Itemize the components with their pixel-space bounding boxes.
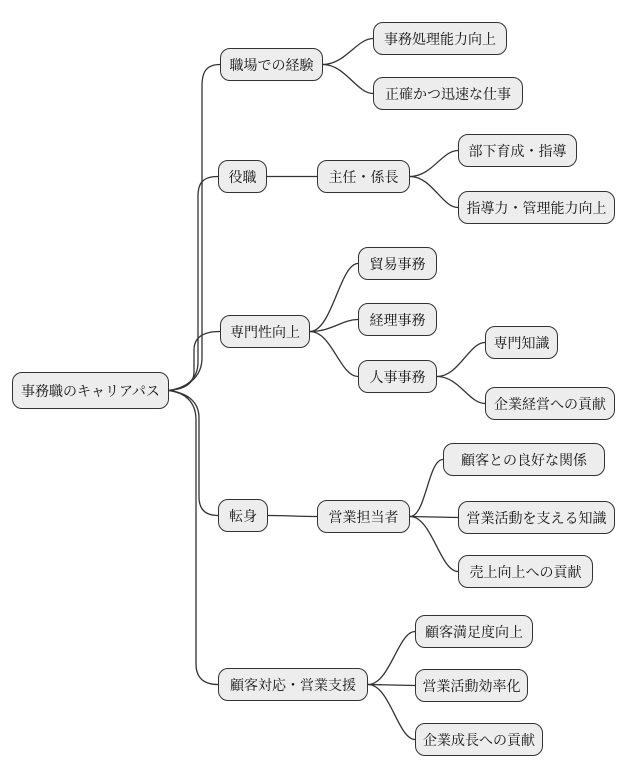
edge-sales-customers xyxy=(410,460,443,517)
edge-root-workplace xyxy=(169,65,220,391)
node-accounting-clerk: 経理事務 xyxy=(358,303,437,336)
edge-support-satisfaction xyxy=(368,632,415,685)
edge-expertise-accounting xyxy=(310,320,358,332)
edge-root-careerchange xyxy=(169,391,218,516)
edge-root-expertise xyxy=(169,332,220,391)
node-hr-clerk: 人事事務 xyxy=(358,360,437,393)
edge-expertise-trade xyxy=(310,264,358,332)
edge-sales-knowledge xyxy=(410,517,458,518)
node-expertise-improvement: 専門性向上 xyxy=(220,315,310,348)
node-subordinate-training: 部下育成・指導 xyxy=(458,134,577,167)
node-career-change: 転身 xyxy=(218,499,268,532)
node-revenue-contribution: 売上向上への貢献 xyxy=(458,555,593,588)
edge-chief-leadership xyxy=(410,177,458,208)
node-root: 事務職のキャリアパス xyxy=(12,372,169,409)
node-leadership-management: 指導力・管理能力向上 xyxy=(458,191,615,224)
node-accurate-fast-work: 正確かつ迅速な仕事 xyxy=(373,77,523,110)
node-position: 役職 xyxy=(218,160,267,193)
node-sales-supporting-knowledge: 営業活動を支える知識 xyxy=(458,501,615,534)
node-sales-efficiency: 営業活動効率化 xyxy=(415,669,528,702)
node-chief-supervisor: 主任・係長 xyxy=(317,160,410,193)
node-workplace-experience: 職場での経験 xyxy=(220,48,323,81)
edge-careerchange-sales xyxy=(268,516,317,517)
edge-chief-subordinates xyxy=(410,151,458,177)
node-specialized-knowledge: 専門知識 xyxy=(485,326,558,359)
edge-workplace-clerical xyxy=(323,39,373,65)
node-clerical-skill: 事務処理能力向上 xyxy=(373,22,507,55)
node-trade-clerk: 貿易事務 xyxy=(358,247,437,280)
node-customer-satisfaction: 顧客満足度向上 xyxy=(415,615,533,648)
node-sales-rep: 営業担当者 xyxy=(317,500,410,533)
edge-sales-revenue xyxy=(410,517,458,572)
edge-root-support xyxy=(169,391,218,685)
edge-hr-management xyxy=(437,377,485,404)
edge-support-growth xyxy=(368,685,415,740)
node-corporate-management-contribution: 企業経営への貢献 xyxy=(485,387,615,420)
edge-expertise-hr xyxy=(310,332,358,377)
node-good-customer-relations: 顧客との良好な関係 xyxy=(443,443,605,476)
edge-workplace-accurate xyxy=(323,65,373,94)
edge-support-efficiency xyxy=(368,685,415,686)
node-customer-support-sales-support: 顧客対応・営業支援 xyxy=(218,668,368,701)
edge-hr-knowledge xyxy=(437,343,485,377)
node-corporate-growth-contribution: 企業成長への貢献 xyxy=(415,723,543,756)
